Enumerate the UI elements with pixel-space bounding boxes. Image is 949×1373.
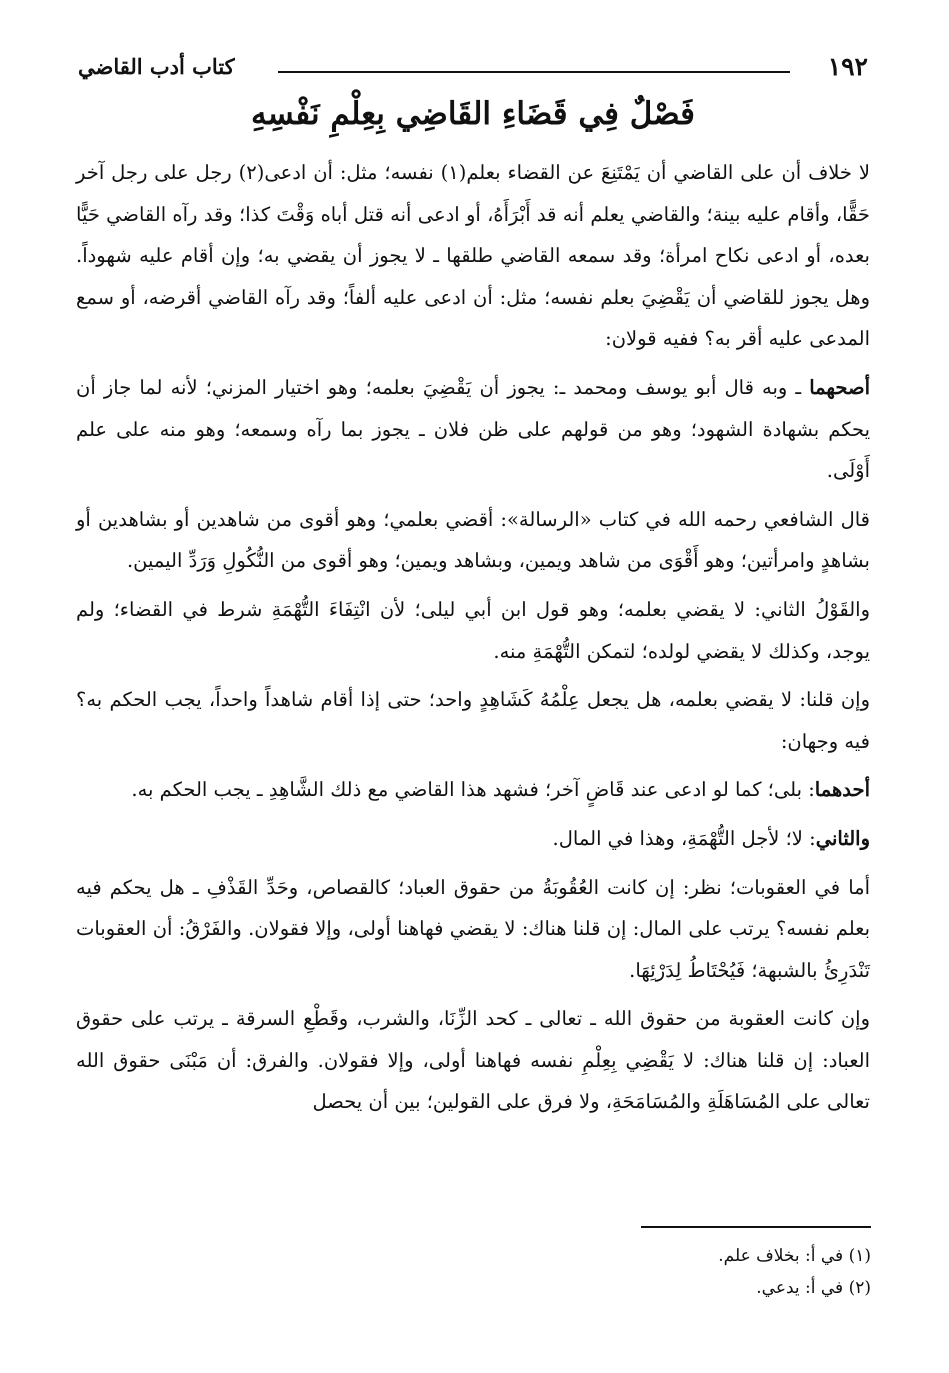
paragraph-lead: أصحهما [809,375,870,399]
running-header [78,50,868,94]
paragraph [76,998,870,1123]
paragraph-lead: والثاني [815,826,870,850]
section-title: فَصْلٌ فِي قَضَاءِ القَاضِي بِعِلْمِ نَفْسِهِ [251,96,695,132]
paragraph-lead: أحدهما [814,778,870,802]
paragraph [76,499,870,582]
paragraph-text: وإن قلنا: لا يقضي بعلمه، هل يجعل عِلْمُهُ كَشَاهِدٍ واحد؛ حتى إذا أقام شاهداً واحداً، يجب الحكم به؟ فيه وجهان: [76,688,870,753]
paragraph [76,818,870,860]
paragraph-text: والقَوْلُ الثاني: لا يقضي بعلمه؛ وهو قول ابن أبي ليلى؛ لأن انْتِفَاءَ التُّهْمَةِ شرط في القضاء؛ ولم يوجد، وكذلك لا يقضي لولده؛ لتمكن التُّهْمَةِ منه. [76,597,870,663]
paragraph-text: أما في العقوبات؛ نظر: إن كانت العُقُوبَةُ من حقوق العباد؛ كالقصاص، وحَدِّ القَذْفِ ـ هل يحكم فيه بعلم نفسه؟ يرتب على المال: إن قلنا هناك: لا يقضي فهاهنا أولى، وإلا فقولان. والفَرْقُ: أن العقوبات تَنْدَرِئُ بالشبهة؛ فَيُحْتَاطُ لِدَرْئِهَا. [76,875,870,982]
footnote-rule [641,1226,871,1228]
paragraph [76,367,870,492]
footnote: (١) في أ: بخلاف علم. [718,1246,871,1266]
paragraph [76,152,870,360]
paragraph [76,679,870,762]
paragraph-text: لا خلاف أن على القاضي أن يَمْتَنِعَ عن القضاء بعلم(١) نفسه؛ مثل: أن ادعى(٢) رجل على رجل آخر حَقًّا، وأقام عليه بينة؛ والقاضي يعلم أنه قد أَبْرَأَهُ، أو ادعى أنه قتل أباه وَقْتَ كذا؛ وقد رآه القاضي حَيًّا بعده، أو ادعى نكاح امرأة؛ وقد سمعه القاضي طلقها ـ لا يجوز أن يقضي به؛ وإن أقام عليه شهوداً. وهل يجوز للقاضي أن يَقْضِيَ بعلم نفسه؛ مثل: أن ادعى عليه ألفاً؛ وقد رآه القاضي أقرضه، أو سمع المدعى عليه أقر به؟ ففيه قولان: [76,161,870,351]
book-title: كتاب أدب القاضي [78,54,235,79]
paragraph-text: وإن كانت العقوبة من حقوق الله ـ تعالى ـ كحد الزِّنَا، والشرب، وقَطْعِ السرقة ـ يرتب على حقوق العباد: إن قلنا هناك: لا يَقْضِي بِعِلْمِ نفسه فهاهنا أولى، وإلا فقولان. والفرق: أن مَبْنَى حقوق الله تعالى على المُسَاهَلَةِ والمُسَامَحَةِ، ولا فرق على القولين؛ بين أن يحصل [76,1007,870,1114]
paragraph [76,867,870,992]
footnote: (٢) في أ: يدعي. [756,1278,871,1298]
header-rule [278,71,790,73]
page-number: ١٩٢ [827,52,868,81]
paragraph-text: ـ وبه قال أبو يوسف ومحمد ـ: يجوز أن يَقْضِيَ بعلمه؛ وهو اختيار المزني؛ لأنه لما جاز أن يحكم بشهادة الشهود؛ وهو من قولهم على ظن فلان ـ يجوز بما رآه وسمعه؛ وهو منه على علم أَوْلَى. [76,375,870,483]
main-text [76,152,870,1130]
paragraph-text: : بلى؛ كما لو ادعى عند قَاضٍ آخر؛ فشهد هذا القاضي مع ذلك الشَّاهِدِ ـ يجب الحكم به. [131,778,815,802]
paragraph [76,769,870,811]
paragraph-text: قال الشافعي رحمه الله في كتاب «الرسالة»: أقضي بعلمي؛ وهو أقوى من شاهدين أو بشاهدين أو بشاهدٍ وامرأتين؛ وهو أَقْوَى من شاهد ويمين، وبشاهد ويمين؛ وهو أقوى من النُّكُولِ وَرَدِّ اليمين. [76,507,870,573]
paragraph [76,589,870,672]
paragraph-text: : لا؛ لأجل التُّهْمَةِ، وهذا في المال. [552,826,816,850]
footnotes [471,1240,871,1304]
